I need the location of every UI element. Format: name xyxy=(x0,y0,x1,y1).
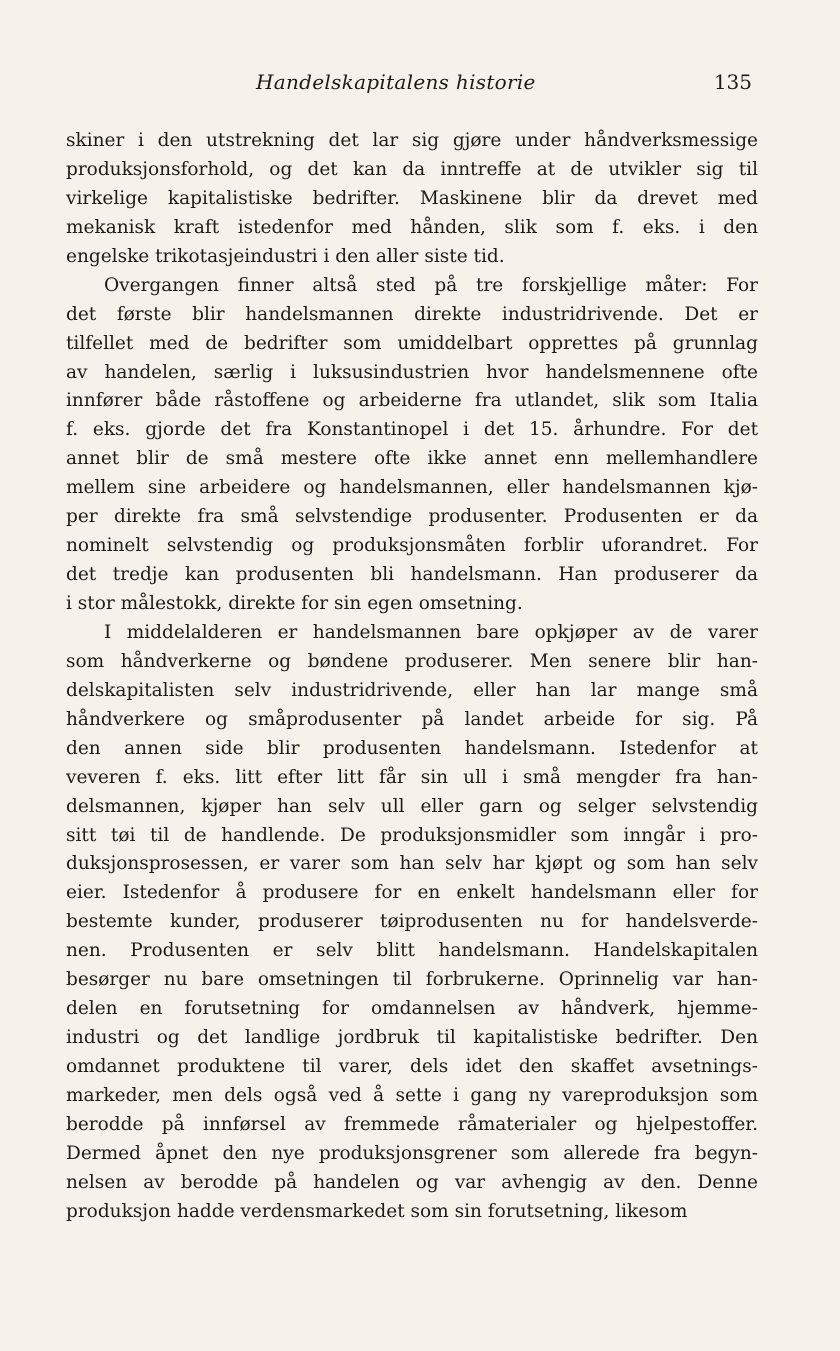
text-line: nominelt selvstendig og produksjonsmåten forblir uforandret. For xyxy=(66,535,758,557)
page-number: 135 xyxy=(713,70,752,94)
text-line: annet blir de små mestere ofte ikke annet enn mellemhandlere xyxy=(66,448,758,470)
paragraph xyxy=(66,619,758,1227)
text-line: den annen side blir produsenten handelsmann. Istedenfor at xyxy=(66,737,758,759)
text-line: skiner i den utstrekning det lar sig gjøre under håndverksmessige xyxy=(66,130,758,151)
text-line: mellem sine arbeidere og handelsmannen, eller handelsmannen kjø- xyxy=(66,477,758,499)
text-line: delskapitalisten selv industridrivende, eller han lar mange små xyxy=(66,679,758,701)
text-line: håndverkere og småprodusenter på landet arbeide for sig. På xyxy=(66,708,758,730)
text-line: delen en forutsetning for omdannelsen av håndverk, hjemme- xyxy=(66,998,758,1020)
text-line: veveren f. eks. litt efter litt får sin ull i små mengder fra han- xyxy=(66,766,758,788)
text-line: produksjonsforhold, og det kan da inntreffe at de utvikler sig til xyxy=(66,158,758,180)
text-line: det første blir handelsmannen direkte industridrivende. Det er xyxy=(66,303,758,325)
text-line: nelsen av berodde på handelen og var avhengig av den. Denne xyxy=(66,1171,758,1193)
text-line: per direkte fra små selvstendige produsenter. Produsenten er da xyxy=(66,506,758,528)
text-line: Overgangen finner altså sted på tre forskjellige måter: For xyxy=(104,274,758,296)
paragraph xyxy=(66,272,758,619)
text-line: det tredje kan produsenten bli handelsmann. Han produserer da xyxy=(66,564,758,586)
text-line: industri og det landlige jordbruk til kapitalistiske bedrifter. Den xyxy=(66,1027,758,1049)
text-line: virkelige kapitalistiske bedrifter. Maskinene blir da drevet med xyxy=(66,187,758,209)
text-line: eier. Istedenfor å produsere for en enkelt handelsmann eller for xyxy=(66,882,758,904)
text-line: engelske trikotasjeindustri i den aller siste tid. xyxy=(66,245,505,267)
text-line: duksjonsprosessen, er varer som han selv har kjøpt og som han selv xyxy=(66,853,758,875)
paragraph xyxy=(66,127,758,272)
text-line: av handelen, særlig i luksusindustrien hvor handelsmennene ofte xyxy=(66,361,758,383)
running-title: Handelskapitalens historie xyxy=(256,70,536,94)
text-line: i stor målestokk, direkte for sin egen omsetning. xyxy=(66,593,523,614)
running-head xyxy=(66,70,758,104)
text-line: Dermed åpnet den nye produksjonsgrener som allerede fra begyn- xyxy=(66,1142,758,1164)
body-text xyxy=(66,127,758,1227)
text-line: bestemte kunder, produserer tøiprodusenten nu for handelsverde- xyxy=(66,911,758,933)
text-line: nen. Produsenten er selv blitt handelsmann. Handelskapitalen xyxy=(66,940,758,962)
text-line: som håndverkerne og bøndene produserer. Men senere blir han- xyxy=(66,650,758,672)
text-line: innfører både råstoffene og arbeiderne fra utlandet, slik som Italia xyxy=(66,390,758,412)
text-line: mekanisk kraft istedenfor med hånden, slik som f. eks. i den xyxy=(66,216,758,238)
text-line: omdannet produktene til varer, dels idet den skaffet avsetnings- xyxy=(66,1056,758,1077)
text-line: produksjon hadde verdensmarkedet som sin forutsetning, likesom xyxy=(66,1200,688,1222)
text-line: markeder, men dels også ved å sette i gang ny vareproduksjon som xyxy=(66,1084,758,1106)
text-line: f. eks. gjorde det fra Konstantinopel i det 15. århundre. For det xyxy=(66,419,758,441)
text-line: I middelalderen er handelsmannen bare opkjøper av de varer xyxy=(104,621,758,643)
text-line: tilfellet med de bedrifter som umiddelbart opprettes på grunnlag xyxy=(66,332,758,354)
text-line: delsmannen, kjøper han selv ull eller garn og selger selvstendig xyxy=(66,795,758,817)
text-line: berodde på innførsel av fremmede råmaterialer og hjelpestoffer. xyxy=(66,1113,758,1135)
text-line: besørger nu bare omsetningen til forbrukerne. Oprinnelig var han- xyxy=(66,969,758,991)
text-line: sitt tøi til de handlende. De produksjonsmidler som inngår i pro- xyxy=(66,824,758,846)
